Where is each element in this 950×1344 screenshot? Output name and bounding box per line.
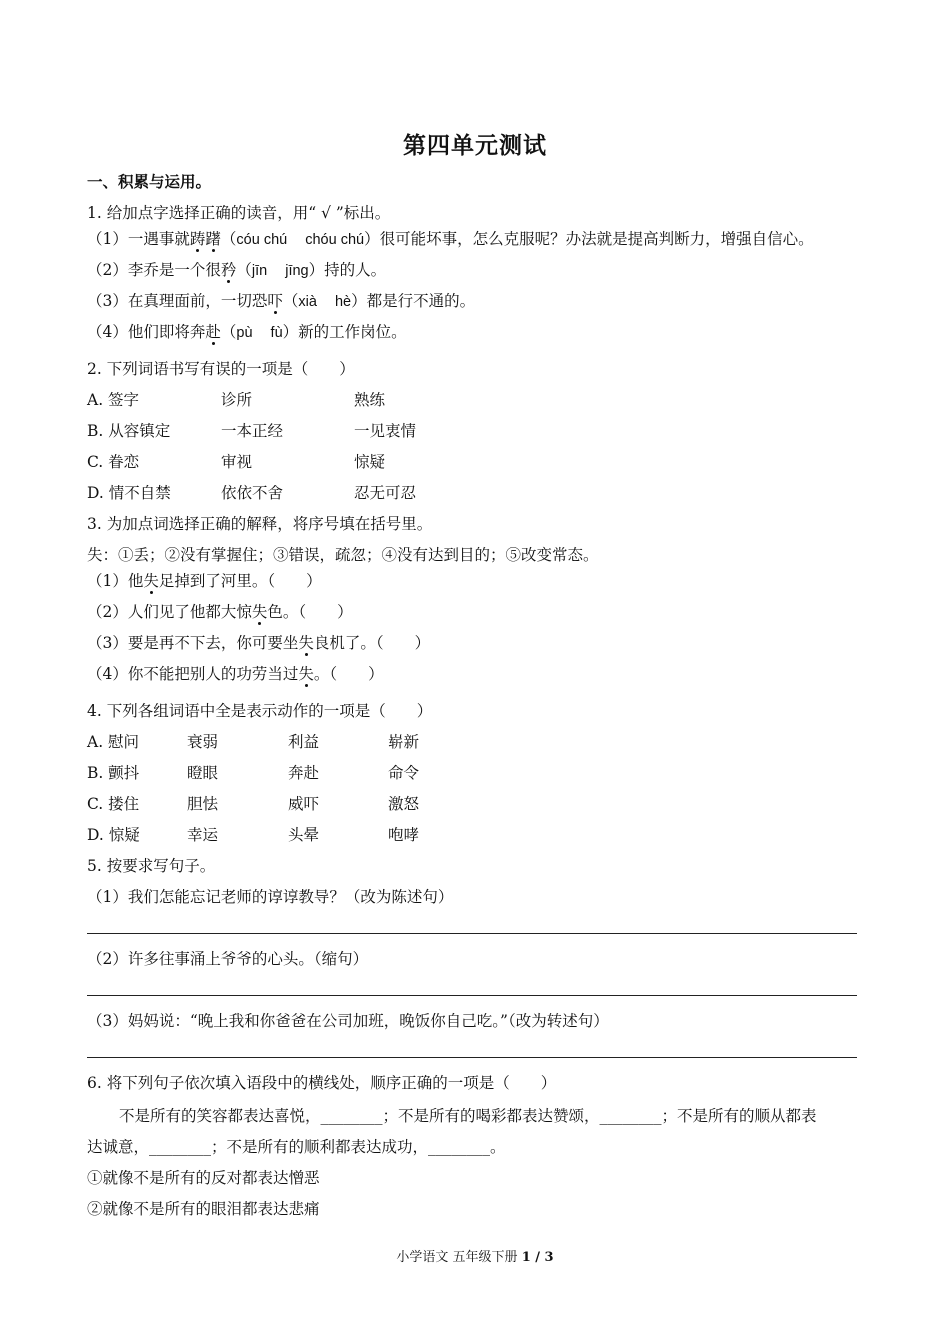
q4-word: 奔赴 bbox=[288, 764, 320, 782]
q4-option-c: C. 搂住 bbox=[87, 795, 140, 813]
q6-option-1: ①就像不是所有的反对都表达憎恶 bbox=[87, 1169, 320, 1187]
q6-paragraph-line-1: 不是所有的笑容都表达喜悦，________；不是所有的喝彩都表达赞颂，________；不是所有的顺从都表 bbox=[119, 1107, 817, 1125]
q4-stem: 4. 下列各组词语中全是表示动作的一项是（ ） bbox=[87, 702, 433, 720]
q2-word: 依依不舍 bbox=[221, 484, 284, 502]
q3-item-2: （2）人们见了他都大惊失色。（ ） bbox=[87, 603, 353, 621]
q1-item-4: （4）他们即将奔赴（pù fù）新的工作岗位。 bbox=[87, 323, 407, 341]
answer-line[interactable] bbox=[87, 1057, 857, 1058]
q4-option-a: A. 慰问 bbox=[87, 733, 140, 751]
q2-word: 一见衷情 bbox=[354, 422, 417, 440]
q3-definition: 失：①丢；②没有掌握住；③错误，疏忽；④没有达到目的；⑤改变常态。 bbox=[87, 546, 599, 564]
section-heading: 一、积累与运用。 bbox=[87, 172, 212, 191]
q4-word: 崭新 bbox=[388, 733, 420, 751]
q5-item-2: （2）许多往事涌上爷爷的心头。（缩句） bbox=[87, 950, 369, 968]
q4-option-d: D. 惊疑 bbox=[87, 826, 140, 844]
q2-word: 忍无可忍 bbox=[354, 484, 417, 502]
q6-paragraph-line-2: 达诚意，________；不是所有的顺利都表达成功，________。 bbox=[87, 1138, 506, 1156]
q1-item-3: （3）在真理面前，一切恐吓（xià hè）都是行不通的。 bbox=[87, 292, 476, 310]
q4-word: 利益 bbox=[288, 733, 320, 751]
q4-word: 瞪眼 bbox=[187, 764, 219, 782]
q6-stem: 6. 将下列句子依次填入语段中的横线处，顺序正确的一项是（ ） bbox=[87, 1074, 557, 1092]
q1-stem: 1. 给加点字选择正确的读音，用“ √ ”标出。 bbox=[87, 204, 391, 222]
q4-word: 幸运 bbox=[187, 826, 219, 844]
page-number: 1 / 3 bbox=[521, 1250, 554, 1265]
q3-item-4: （4）你不能把别人的功劳当过失。（ ） bbox=[87, 665, 384, 683]
q5-stem: 5. 按要求写句子。 bbox=[87, 857, 216, 875]
answer-line[interactable] bbox=[87, 995, 857, 996]
q4-option-b: B. 颤抖 bbox=[87, 764, 140, 782]
q2-stem: 2. 下列词语书写有误的一项是（ ） bbox=[87, 360, 355, 378]
q4-word: 头晕 bbox=[288, 826, 320, 844]
q2-word: 惊疑 bbox=[354, 453, 386, 471]
q3-item-1: （1）他失足掉到了河里。（ ） bbox=[87, 572, 322, 590]
q6-option-2: ②就像不是所有的眼泪都表达悲痛 bbox=[87, 1200, 320, 1218]
q4-word: 咆哮 bbox=[388, 826, 420, 844]
q2-option-b: B. 从容镇定 bbox=[87, 422, 171, 440]
q4-word: 激怒 bbox=[388, 795, 420, 813]
page-title: 第四单元测试 bbox=[403, 132, 547, 159]
q4-word: 命令 bbox=[388, 764, 420, 782]
q2-word: 审视 bbox=[221, 453, 253, 471]
q2-word: 诊所 bbox=[221, 391, 253, 409]
q3-stem: 3. 为加点词选择正确的解释，将序号填在括号里。 bbox=[87, 515, 433, 533]
q4-word: 衰弱 bbox=[187, 733, 219, 751]
q4-word: 胆怯 bbox=[187, 795, 219, 813]
q2-word: 熟练 bbox=[354, 391, 386, 409]
q5-item-3: （3）妈妈说：“晚上我和你爸爸在公司加班，晚饭你自己吃。”（改为转述句） bbox=[87, 1012, 609, 1030]
q4-word: 威吓 bbox=[288, 795, 320, 813]
q1-item-2: （2）李乔是一个很矜（jīn jīng）持的人。 bbox=[87, 261, 387, 279]
q1-item-1: （1）一遇事就踌躇（cóu chú chóu chú）很可能坏事，怎么克服呢？办法就是提高判断力，增强自信心。 bbox=[87, 230, 814, 248]
q5-item-1: （1）我们怎能忘记老师的谆谆教导？（改为陈述句） bbox=[87, 888, 454, 906]
q2-option-c: C. 眷恋 bbox=[87, 453, 140, 471]
q2-option-d: D. 情不自禁 bbox=[87, 484, 171, 502]
answer-line[interactable] bbox=[87, 933, 857, 934]
page-footer: 小学语文 五年级下册 1 / 3 bbox=[396, 1250, 554, 1265]
q2-option-a: A. 签字 bbox=[87, 391, 140, 409]
q3-item-3: （3）要是再不下去，你可要坐失良机了。（ ） bbox=[87, 634, 431, 652]
q2-word: 一本正经 bbox=[221, 422, 284, 440]
